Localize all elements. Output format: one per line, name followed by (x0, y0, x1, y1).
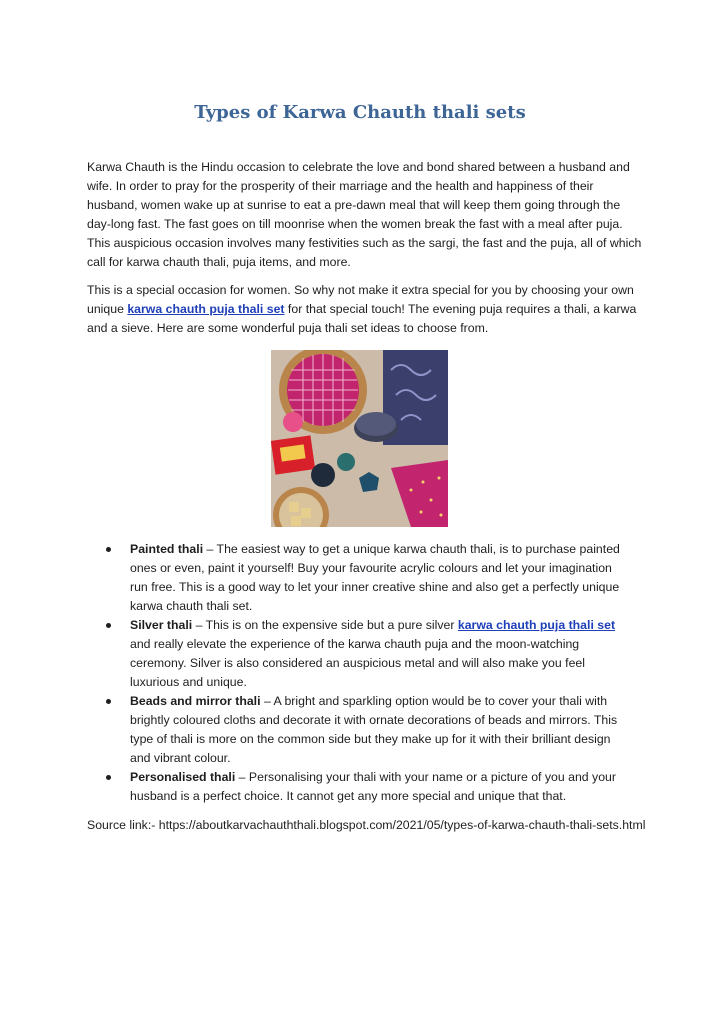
bullet-icon (106, 775, 111, 780)
intro-paragraph: Karwa Chauth is the Hindu occasion to celebrate the love and bond shared between a husband and wife. In order to pray for the prosperity of their marriage and the health and happiness of their husband, women wake up at sunrise to eat a pre-dawn meal that will keep them going through the day-long fast. The fast goes on till moonrise when the women break the fast with a meal after puja. This auspicious occasion involves many festivities such as the sargi, the fast and the puja, all of which call for karwa chauth thali, puja items, and more. (87, 160, 642, 269)
source-url-link[interactable]: https://aboutkarvachauththali.blogspot.com/2021/05/types-of-karwa-chauth-thali-sets.html (158, 818, 646, 832)
bullet-text: – The easiest way to get a unique karwa chauth thali, is to purchase painted ones or even, paint it yourself! Buy your favourite acrylic colours and let your imagination run free. This is a good way to let your inner creative shine and also get a perfectly unique karwa chauth thali set. (130, 542, 620, 613)
bullet-text: – Personalising your thali with your name or a picture of you and your husband is a perfect choice. It cannot get any more special and unique that that. (130, 770, 616, 803)
bullet-heading: Personalised thali (130, 770, 236, 784)
list-item (100, 692, 630, 768)
list-item (100, 616, 630, 692)
karwa-chauth-thali-set-link[interactable]: karwa chauth puja thali set (127, 302, 285, 316)
paragraph-text-before: This is a special occasion for women. So why not make it extra special for you by choosing your own unique (87, 283, 634, 316)
bullet-text: – This is on the expensive side but a pure silver (192, 618, 458, 632)
paragraph-text-after: for that special touch! The evening puja requires a thali, a karwa and a sieve. Here are some wonderful puja thali set ideas to choose from. (87, 302, 637, 335)
source-line (87, 816, 647, 835)
bullet-icon (106, 623, 111, 628)
source-label: Source link:- (87, 818, 159, 832)
thali-set-photo (271, 350, 448, 527)
karwa-chauth-thali-set-link[interactable]: karwa chauth puja thali set (457, 618, 616, 632)
bullet-heading: Silver thali (130, 618, 193, 632)
bullet-text: – A bright and sparkling option would be to cover your thali with brightly coloured cloths and decorate it with ornate decorations of beads and mirrors. This type of thali is more on the common side but they make up for it with their brilliant design and vibrant colour. (130, 694, 618, 765)
page-title: Types of Karwa Chauth thali sets (194, 102, 526, 123)
list-item (100, 768, 630, 806)
bullet-icon (106, 547, 111, 552)
bullet-text-after: and really elevate the experience of the karwa chauth puja and the moon-watching ceremony. Silver is also considered an auspicious metal and will also make you feel luxurious and unique. (130, 637, 585, 689)
second-paragraph (87, 281, 647, 338)
bullet-heading: Painted thali (130, 542, 204, 556)
thali-types-list (100, 540, 630, 806)
list-item (100, 540, 630, 616)
bullet-heading: Beads and mirror thali (130, 694, 261, 708)
bullet-icon (106, 699, 111, 704)
